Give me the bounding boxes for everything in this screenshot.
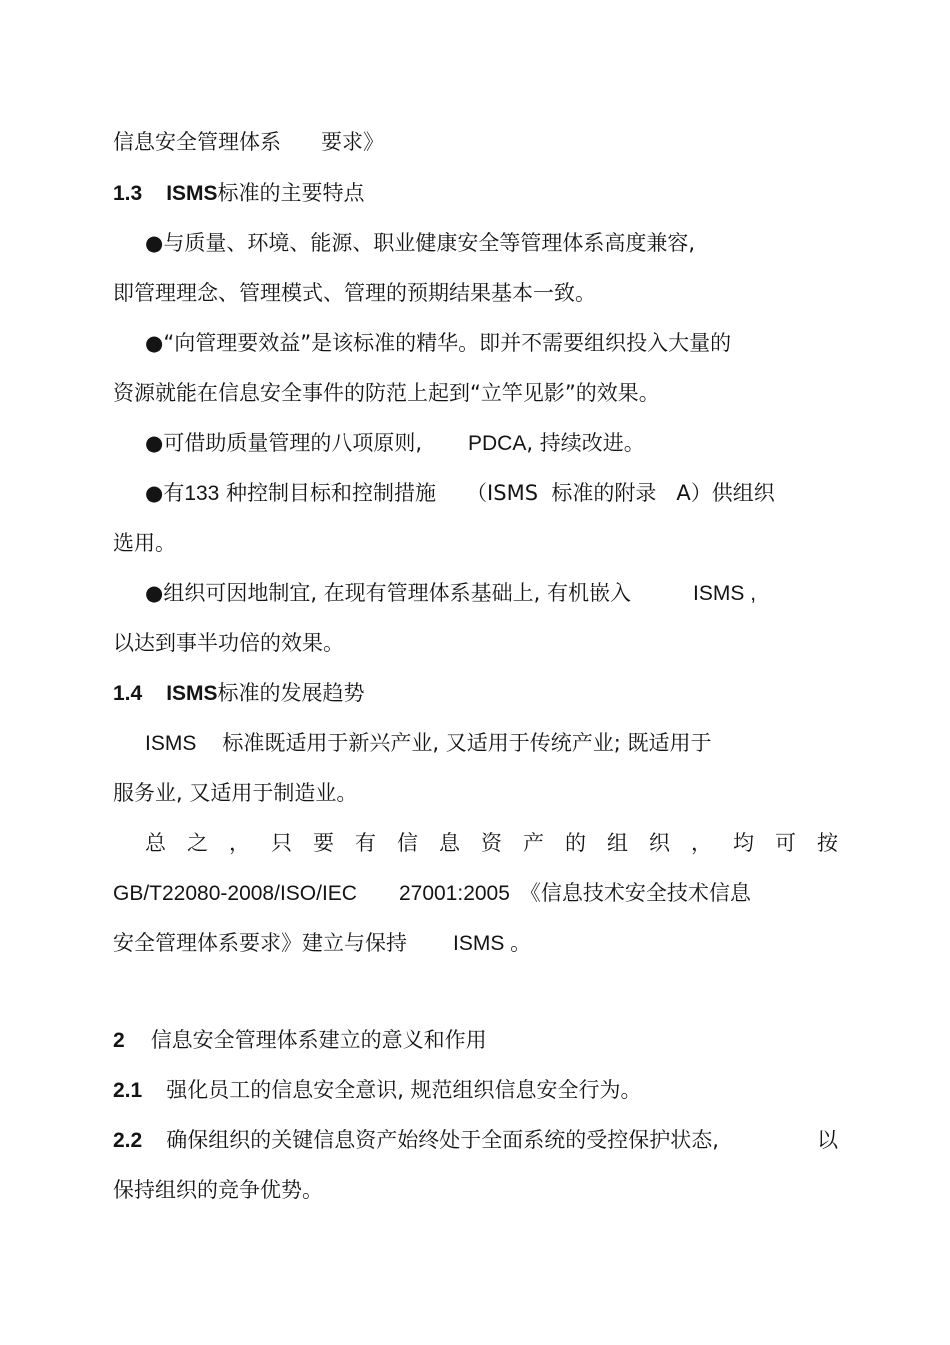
- paragraph-text: 安全管理体系要求》建立与保持: [113, 931, 407, 955]
- text-line: 保持组织的竞争优势。: [113, 1178, 323, 1202]
- standard-title: 《信息技术安全技术信息: [519, 881, 751, 905]
- justified-char: 信: [397, 831, 418, 855]
- bullet-line: [145, 478, 838, 509]
- text-line: [113, 928, 838, 959]
- section-heading-1-4: [113, 678, 838, 709]
- section-title: 标准的发展趋势: [217, 681, 365, 705]
- justified-char: 按: [817, 831, 838, 855]
- paragraph-text: 标准既适用于新兴产业, 又适用于传统产业; 既适用于: [222, 731, 712, 755]
- isms-term: ISMS: [145, 732, 197, 755]
- section-number: 2.1: [113, 1079, 143, 1102]
- section-heading-1-3: [113, 178, 838, 209]
- justified-char: 组: [607, 831, 628, 855]
- standard-year: 27001:2005: [398, 882, 510, 905]
- bullet-line: ●“向管理要效益”是该标准的精华。即并不需要组织投入大量的: [145, 331, 732, 355]
- justified-char: 有: [355, 831, 376, 855]
- justified-char: 之: [187, 831, 208, 855]
- bullet-text: A）供组织: [676, 481, 775, 505]
- section-number: 2.2: [113, 1129, 143, 1152]
- justified-line: [145, 828, 838, 858]
- justified-char: 只: [271, 831, 292, 855]
- standard-reference-line: [113, 878, 838, 909]
- justified-char: ，: [229, 831, 250, 855]
- section-title: 信息安全管理体系建立的意义和作用: [150, 1028, 487, 1052]
- section-heading-2-2: [113, 1125, 838, 1156]
- text-line: 以达到事半功倍的效果。: [113, 631, 344, 655]
- bullet-line: [145, 428, 838, 459]
- bullet-text: （ISMS 标准的附录: [466, 481, 657, 505]
- justified-char: 织: [649, 831, 670, 855]
- isms-term: ISMS: [166, 682, 218, 705]
- text-line: 即管理理念、管理模式、管理的预期结果基本一致。: [113, 281, 596, 305]
- section-text: 确保组织的关键信息资产始终处于全面系统的受控保护状态,: [166, 1128, 719, 1152]
- bullet-line: [145, 578, 838, 609]
- justified-char: ，: [691, 831, 712, 855]
- bullet-text: ●组织可因地制宜, 在现有管理体系基础上, 有机嵌入: [145, 581, 632, 605]
- text-line: 信息安全管理体系 要求》: [113, 130, 385, 154]
- paragraph-line: [145, 728, 838, 759]
- justified-char: 要: [313, 831, 334, 855]
- text-line: 资源就能在信息安全事件的防范上起到“立竿见影”的效果。: [113, 381, 660, 405]
- section-heading-2-1: [113, 1075, 838, 1106]
- section-text: 以: [817, 1128, 838, 1152]
- justified-char: 产: [523, 831, 544, 855]
- isms-term: ISMS: [166, 182, 218, 205]
- justified-char: 可: [775, 831, 796, 855]
- section-number: 1.3: [113, 182, 143, 205]
- section-number: 1.4: [113, 682, 143, 705]
- bullet-line: ●与质量、环境、能源、职业健康安全等管理体系高度兼容,: [145, 231, 695, 255]
- section-title: 标准的主要特点: [217, 181, 365, 205]
- isms-term: ISMS 。: [453, 932, 532, 955]
- section-text: 强化员工的信息安全意识, 规范组织信息安全行为。: [166, 1078, 642, 1102]
- standard-code: GB/T22080-2008/ISO/IEC: [113, 882, 357, 905]
- justified-char: 均: [733, 831, 754, 855]
- bullet-text: ●可借助质量管理的八项原则,: [145, 431, 422, 455]
- justified-char: 资: [481, 831, 502, 855]
- section-number: 2: [113, 1029, 125, 1052]
- control-count: 133: [184, 482, 220, 505]
- pdca-term: PDCA: [468, 432, 527, 455]
- bullet-text: , 持续改进。: [526, 431, 645, 455]
- section-heading-2: [113, 1025, 838, 1056]
- text-line: 服务业, 又适用于制造业。: [113, 781, 358, 805]
- justified-char: 总: [145, 831, 166, 855]
- justified-char: 息: [439, 831, 460, 855]
- justified-char: 的: [565, 831, 586, 855]
- bullet-text: 种控制目标和控制措施: [219, 481, 437, 505]
- isms-term: ISMS ,: [693, 582, 757, 605]
- bullet-text: ●有: [145, 481, 185, 505]
- text-line: 选用。: [113, 531, 176, 555]
